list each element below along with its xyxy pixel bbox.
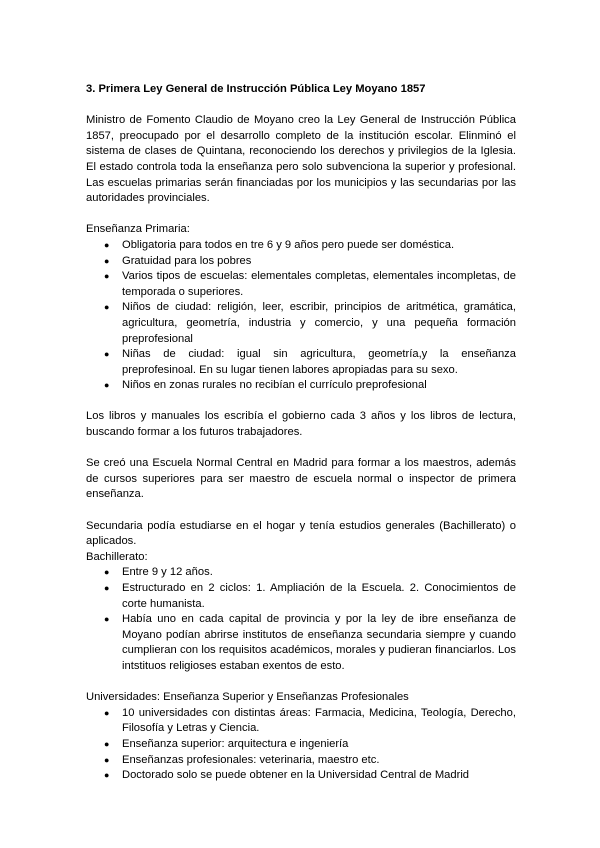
secundaria-paragraph: Secundaria podía estudiarse en el hogar y tenía estudios generales (Bachillerato) o aplicados. (86, 519, 516, 548)
document-page (86, 82, 516, 784)
primaria-heading: Enseñanza Primaria: (86, 223, 190, 236)
list-item: ● Enseñanza superior: arquitectura e ingeniería (86, 737, 516, 753)
list-item: ● Niños de ciudad: religión, leer, escribir, principios de aritmética, gramática, agricultura, geometría, industria y comercio, y una pequeña formación preprofesional (86, 300, 516, 347)
list-item: ● Obligatoria para todos en tre 6 y 9 años pero puede ser doméstica. (86, 238, 516, 254)
list-item: ● Estructurado en 2 ciclos: 1. Ampliación de la Escuela. 2. Conocimientos de corte humanista. (86, 581, 516, 612)
escuela-normal-paragraph: Se creó una Escuela Normal Central en Madrid para formar a los maestros, además de cursos superiores para ser maestro de escuela normal o inspector de primera enseñanza. (86, 457, 516, 501)
list-item: ● Enseñanzas profesionales: veterinaria, maestro etc. (86, 753, 516, 769)
list-item: ● 10 universidades con distintas áreas: Farmacia, Medicina, Teología, Derecho, Filosofía y Letras y Ciencia. (86, 706, 516, 737)
universidades-list (86, 706, 516, 784)
bachillerato-list (86, 565, 516, 674)
list-item: ● Niños en zonas rurales no recibían el currículo preprofesional (86, 378, 516, 394)
list-item: ● Entre 9 y 12 años. (86, 565, 516, 581)
intro-paragraph: Ministro de Fomento Claudio de Moyano creo la Ley General de Instrucción Pública 1857, preocupado por el desarrollo completo de la institución escolar. Elinminó el sistema de clases de Quintana, reconociendo los derechos y privilegios de la Iglesia. El estado controla toda la enseñanza pero solo subvenciona la superior y profesional. Las escuelas primarias serán financiadas por los municipios y las secundarias por las autoridades provinciales. (86, 114, 516, 205)
list-item: ● Había uno en cada capital de provincia y por la ley de ibre enseñanza de Moyano podían abrirse institutos de enseñanza secundaria siempre y cuando cumplieran con los requisitos académicos, morales y pudieran financiarlos. Los intstituos religioses estaban exentos de esto. (86, 612, 516, 674)
universidades-heading: Universidades: Enseñanza Superior y Enseñanzas Profesionales (86, 691, 409, 704)
bachillerato-heading: Bachillerato: (86, 550, 148, 563)
list-item: ● Gratuidad para los pobres (86, 254, 516, 270)
list-item: ● Varios tipos de escuelas: elementales completas, elementales incompletas, de temporada o superiores. (86, 269, 516, 300)
list-item: ● Niñas de ciudad: igual sin agricultura, geometría,y la enseñanza preprofesinoal. En su lugar tienen labores apropiadas para su sexo. (86, 347, 516, 378)
page-title: 3. Primera Ley General de Instrucción Pública Ley Moyano 1857 (86, 83, 426, 95)
list-item: ● Doctorado solo se puede obtener en la Universidad Central de Madrid (86, 768, 516, 784)
libros-paragraph: Los libros y manuales los escribía el gobierno cada 3 años y los libros de lectura, buscando formar a los futuros trabajadores. (86, 410, 516, 439)
primaria-list (86, 238, 516, 394)
